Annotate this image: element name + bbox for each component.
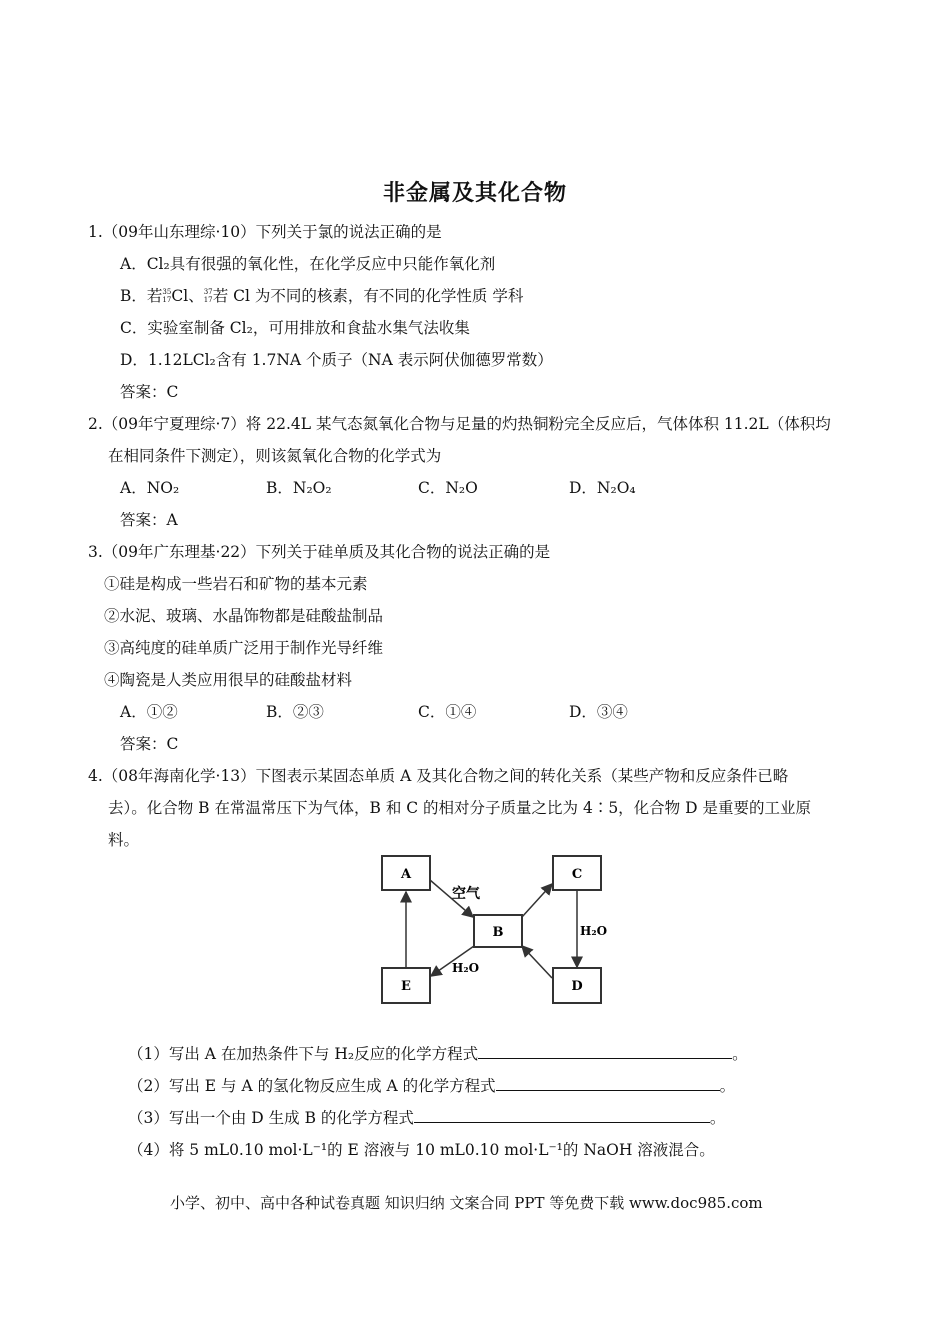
- q1-option-b: [120, 285, 523, 307]
- q2-stem-line1: 2.（09年宁夏理综·7）将 22.4L 某气态氮氧化合物与足量的灼热铜粉完全反应后，气体体积 11.2L（体积均: [88, 415, 831, 433]
- isotope-37: 37 17: [203, 288, 213, 304]
- arrow-b-to-c: [522, 884, 552, 917]
- isotope-35: 35 17: [162, 288, 172, 304]
- q4-sub3-text: （3）写出一个由 D 生成 B 的化学方程式: [128, 1109, 414, 1127]
- q1-answer: 答案：C: [120, 383, 179, 401]
- node-c-label: C: [571, 867, 583, 882]
- q4-stem-line1: 4.（08年海南化学·13）下图表示某固态单质 A 及其化合物之间的转化关系（某些产物和反应条件已略: [88, 767, 789, 785]
- q4-stem-line3: 料。: [108, 831, 140, 849]
- answer-blank-2[interactable]: [496, 1076, 720, 1091]
- q1-option-d: D．1.12LCl₂含有 1.7NA 个质子（NA 表示阿伏伽德罗常数）: [120, 351, 553, 369]
- q3-option-c: C．①④: [418, 703, 477, 721]
- node-e-label: E: [401, 979, 411, 994]
- q1-option-b-mid: Cl、: [171, 287, 204, 305]
- q1-option-a: A．Cl₂具有很强的氧化性，在化学反应中只能作氧化剂: [120, 255, 496, 273]
- conversion-diagram: [380, 852, 612, 1006]
- node-d-label: D: [571, 979, 583, 994]
- q4-sub1-text: （1）写出 A 在加热条件下与 H₂反应的化学方程式: [128, 1045, 479, 1063]
- q2-answer: 答案：A: [120, 511, 178, 529]
- q4-sub2-text: （2）写出 E 与 A 的氢化物反应生成 A 的化学方程式: [128, 1077, 496, 1095]
- q3-statement-1: ①硅是构成一些岩石和矿物的基本元素: [104, 575, 368, 593]
- q2-option-c: C．N₂O: [418, 479, 478, 497]
- q3-statement-4: ④陶瓷是人类应用很早的硅酸盐材料: [104, 671, 353, 689]
- q4-sub1-end: 。: [732, 1045, 748, 1063]
- q4-sub1: [128, 1043, 748, 1065]
- q1-option-b-pre: B．若: [120, 287, 163, 305]
- q1-option-c: C．实验室制备 Cl₂，可用排放和食盐水集气法收集: [120, 319, 470, 337]
- q2-stem-line2: 在相同条件下测定），则该氮氧化合物的化学式为: [108, 447, 442, 465]
- q2-option-a: A．NO₂: [120, 479, 180, 497]
- q2-option-b: B．N₂O₂: [266, 479, 332, 497]
- q3-option-a: A．①②: [120, 703, 178, 721]
- q3-statement-2: ②水泥、玻璃、水晶饰物都是硅酸盐制品: [104, 607, 384, 625]
- answer-blank-1[interactable]: [478, 1044, 732, 1059]
- q1-option-b-post: 若 Cl 为不同的核素，有不同的化学性质 学科: [212, 287, 524, 305]
- page-title: 非金属及其化合物: [382, 181, 567, 206]
- q4-stem-line2: 去）。化合物 B 在常温常压下为气体，B 和 C 的相对分子质量之比为 4∶5，化合物 D 是重要的工业原: [108, 799, 811, 817]
- q4-sub3-end: 。: [709, 1109, 726, 1127]
- q4-sub4: （4）将 5 mL0.10 mol·L⁻¹的 E 溶液与 10 mL0.10 mol·L⁻¹的 NaOH 溶液混合。: [128, 1141, 715, 1159]
- q4-sub2: [128, 1075, 735, 1097]
- node-b-label: B: [492, 925, 504, 940]
- q3-option-b: B．②③: [266, 703, 324, 721]
- node-a-label: A: [400, 867, 412, 882]
- q3-answer: 答案：C: [120, 735, 179, 753]
- q1-stem: 1.（09年山东理综·10）下列关于氯的说法正确的是: [88, 223, 442, 241]
- q3-stem: 3.（09年广东理基·22）下列关于硅单质及其化合物的说法正确的是: [88, 543, 551, 561]
- footer-text: 小学、初中、高中各种试卷真题 知识归纳 文案合同 PPT 等免费下载 www.doc985.com: [170, 1194, 763, 1212]
- edge-label-h2o-cd: H₂O: [580, 924, 608, 938]
- arrow-d-to-b: [522, 946, 552, 978]
- edge-label-h2o-be: H₂O: [452, 961, 480, 975]
- answer-blank-3[interactable]: [414, 1108, 710, 1123]
- edge-label-air: 空气: [452, 886, 480, 902]
- q4-sub2-end: 。: [719, 1077, 736, 1095]
- q2-option-d: D．N₂O₄: [569, 479, 636, 497]
- q4-sub3: [128, 1107, 725, 1129]
- q3-statement-3: ③高纯度的硅单质广泛用于制作光导纤维: [104, 639, 384, 657]
- q3-option-d: D．③④: [569, 703, 628, 721]
